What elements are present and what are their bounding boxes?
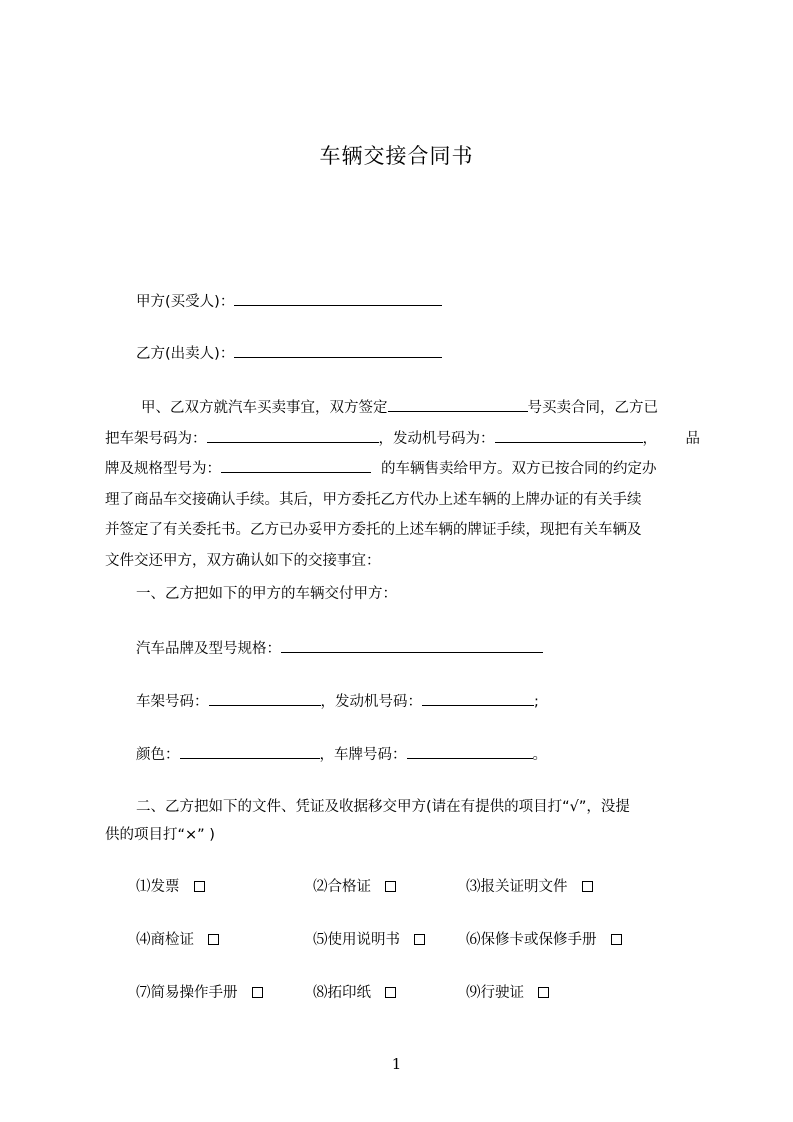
intro-line-3 — [105, 454, 700, 485]
intro-text-2a: 把车架号码为： — [105, 430, 207, 447]
checkbox[interactable] — [385, 881, 396, 892]
intro-line-6: 文件交还甲方，双方确认如下的交接事宜： — [105, 552, 381, 569]
doc-item-4 — [136, 930, 219, 950]
doc-item-label: ⑴发票 — [136, 879, 180, 895]
frame-engine-line — [136, 691, 539, 712]
doc-item-label: ⑸使用说明书 — [313, 932, 400, 948]
doc-item-3 — [466, 877, 593, 897]
color-blank[interactable] — [180, 744, 320, 759]
checkbox[interactable] — [194, 881, 205, 892]
party-a-label: 甲方(买受人)： — [136, 294, 235, 310]
frame-label: 车架号码： — [136, 694, 209, 710]
document-title: 车辆交接合同书 — [319, 144, 474, 168]
engine-end: ; — [534, 694, 539, 710]
intro-text-3b: 的车辆售卖给甲方。双方已按合同的约定办 — [381, 461, 657, 477]
page-number: 1 — [391, 1055, 402, 1073]
section2-heading — [105, 793, 700, 849]
checkbox[interactable] — [582, 881, 593, 892]
party-b-line — [136, 343, 442, 364]
doc-item-5 — [313, 930, 425, 950]
frame-number-blank[interactable] — [207, 428, 379, 443]
doc-item-label: ⑺简易操作手册 — [136, 985, 238, 1001]
doc-item-1 — [136, 877, 205, 897]
intro-line-4: 理了商品车交接确认手续。其后，甲方委托乙方代办上述车辆的上牌办证的有关手续 — [105, 491, 642, 508]
checkbox[interactable] — [385, 987, 396, 998]
party-a-blank[interactable] — [234, 291, 442, 306]
section2-heading-line-2: 供的项目打“×” ) — [105, 827, 215, 843]
intro-text-2d: 品 — [685, 430, 700, 447]
checkbox[interactable] — [208, 934, 219, 945]
intro-text-1b: 号买卖合同，乙方已 — [527, 400, 658, 416]
intro-text-3a: 牌及规格型号为： — [105, 461, 221, 477]
intro-line-2 — [105, 424, 700, 455]
intro-paragraph — [105, 393, 700, 576]
engine-number-blank[interactable] — [495, 428, 643, 443]
intro-line-1 — [105, 393, 700, 424]
checkbox[interactable] — [611, 934, 622, 945]
engine-blank[interactable] — [422, 691, 534, 706]
brand-label: 汽车品牌及型号规格： — [136, 641, 281, 657]
doc-item-label: ⑵合格证 — [313, 879, 371, 895]
brand-line — [136, 638, 543, 659]
checkbox[interactable] — [538, 987, 549, 998]
frame-blank[interactable] — [209, 691, 321, 706]
checkbox[interactable] — [252, 987, 263, 998]
intro-text-1a: 甲、乙双方就汽车买卖事宜，双方签定 — [141, 400, 388, 416]
color-label: 颜色： — [136, 747, 180, 763]
plate-end: 。 — [532, 747, 547, 763]
plate-label: ，车牌号码： — [319, 747, 407, 763]
brand-blank[interactable] — [281, 638, 543, 653]
color-plate-line — [136, 744, 547, 765]
section2-heading-line-1: 二、乙方把如下的文件、凭证及收据移交甲方(请在有提供的项目打“√”，没提 — [136, 799, 630, 815]
doc-item-9 — [466, 983, 549, 1003]
doc-item-label: ⑷商检证 — [136, 932, 194, 948]
doc-item-label: ⑼行驶证 — [466, 985, 524, 1001]
party-b-label: 乙方(出卖人)： — [136, 346, 235, 362]
intro-text-2c: ， — [642, 430, 657, 447]
section1-heading: 一、乙方把如下的甲方的车辆交付甲方： — [136, 586, 397, 602]
doc-item-label: ⑻拓印纸 — [313, 985, 371, 1001]
brand-model-blank[interactable] — [221, 458, 371, 473]
contract-number-blank[interactable] — [388, 397, 528, 412]
doc-item-6 — [466, 930, 622, 950]
plate-blank[interactable] — [407, 744, 533, 759]
checkbox[interactable] — [414, 934, 425, 945]
doc-item-label: ⑹保修卡或保修手册 — [466, 932, 597, 948]
doc-item-2 — [313, 877, 396, 897]
party-a-line — [136, 291, 442, 312]
party-b-blank[interactable] — [234, 343, 442, 358]
doc-item-8 — [313, 983, 396, 1003]
intro-text-2b: ，发动机号码为： — [378, 430, 495, 447]
engine-label: ，发动机号码： — [320, 694, 422, 710]
doc-item-label: ⑶报关证明文件 — [466, 879, 568, 895]
doc-item-7 — [136, 983, 263, 1003]
intro-line-5: 并签定了有关委托书。乙方已办妥甲方委托的上述车辆的牌证手续，现把有关车辆及 — [105, 522, 642, 538]
